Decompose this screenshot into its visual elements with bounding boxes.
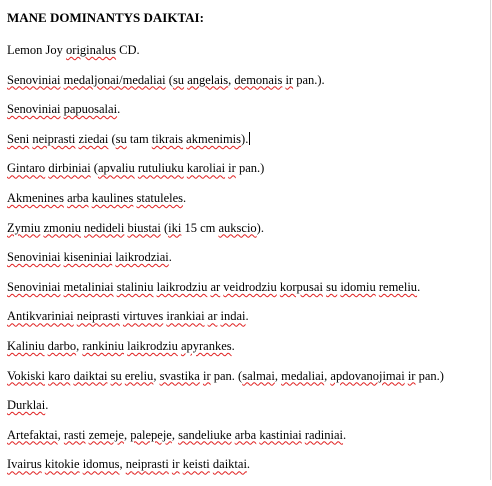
misspelled-word: radiniai — [304, 427, 344, 442]
misspelled-word: ziedai — [78, 131, 109, 146]
text-run: , — [324, 368, 331, 383]
misspelled-word: arba — [67, 190, 89, 205]
list-item[interactable] — [7, 279, 444, 309]
list-item[interactable] — [7, 427, 444, 457]
misspelled-word: rasti — [63, 427, 86, 442]
text-run: pan. ( — [210, 368, 243, 383]
text-run: Lemon Joy — [7, 43, 67, 57]
text-run: 15 cm — [181, 220, 219, 235]
misspelled-word: ereliu — [124, 368, 154, 383]
list-item[interactable] — [7, 397, 444, 427]
misspelled-word: zmoniu — [43, 220, 81, 235]
misspelled-word: zemeje — [88, 427, 124, 442]
list-item[interactable] — [7, 160, 444, 190]
misspelled-word: su — [110, 368, 122, 383]
text-run: , — [153, 368, 160, 383]
text-run: . — [183, 190, 187, 205]
misspelled-word: Senoviniai — [7, 102, 61, 117]
misspelled-word: nedideli — [84, 220, 125, 235]
misspelled-word: Antikvariniai — [7, 309, 74, 324]
misspelled-word: keisti — [182, 457, 210, 472]
misspelled-word: neiprasti — [76, 309, 120, 324]
misspelled-word: Vokiski — [7, 368, 45, 383]
text-run: ( — [165, 72, 173, 87]
misspelled-word: angelais — [187, 72, 229, 87]
text-run: , — [119, 457, 126, 472]
misspelled-word: demonais — [234, 72, 283, 87]
list-item[interactable] — [7, 338, 444, 368]
misspelled-word: dirbiniai — [48, 161, 91, 176]
misspelled-word: laikrodziu — [127, 338, 178, 353]
misspelled-word: metaliniai — [63, 279, 114, 294]
misspelled-word: staliniu — [116, 279, 154, 294]
misspelled-word: kitokie — [44, 457, 80, 472]
misspelled-word: ir — [285, 72, 294, 87]
misspelled-word: su — [326, 279, 338, 294]
list-item[interactable] — [7, 308, 444, 338]
text-run: . — [117, 102, 121, 117]
misspelled-word: neiprasti — [125, 457, 169, 472]
misspelled-word: aukscio — [218, 220, 257, 235]
text-run: . — [245, 309, 249, 324]
misspelled-word: ir — [171, 457, 180, 472]
misspelled-word: idomiu — [340, 279, 376, 294]
misspelled-word: Zymiu — [7, 220, 41, 235]
text-run: pan.) — [415, 368, 444, 383]
page-edge — [490, 0, 491, 480]
misspelled-word: originalus — [66, 43, 117, 57]
text-run: ( — [160, 220, 169, 235]
misspelled-word: kastiniai — [259, 427, 302, 442]
misspelled-word: rutuliuku — [137, 161, 184, 176]
misspelled-word: indai — [220, 309, 246, 324]
text-run: . — [45, 398, 49, 413]
list-item[interactable] — [7, 131, 444, 161]
misspelled-word: su — [172, 72, 185, 87]
misspelled-word: arba — [234, 427, 257, 442]
misspelled-word: veidrodziu — [223, 279, 277, 294]
misspelled-word: apyrankes — [180, 338, 232, 353]
misspelled-word: Akmenines — [7, 190, 64, 205]
misspelled-word: ir — [228, 161, 236, 176]
misspelled-word: medaljonai/medaliai — [63, 72, 166, 87]
text-run: tam — [126, 131, 152, 146]
text-run: , — [57, 427, 64, 442]
text-run: ( — [108, 131, 116, 146]
text-run: , — [274, 368, 282, 383]
misspelled-word: su — [115, 131, 127, 146]
misspelled-word: ir — [407, 368, 416, 383]
text-run: . — [168, 250, 172, 265]
text-run: pan.) — [235, 161, 265, 176]
misspelled-word: Seni — [7, 131, 30, 146]
misspelled-word: daiktai — [73, 368, 108, 383]
misspelled-word: Ivairus — [7, 457, 42, 472]
misspelled-word: svastika — [159, 368, 200, 383]
misspelled-word: laikrodziai — [115, 250, 169, 265]
text-run: pan.). — [293, 72, 325, 87]
list-item[interactable] — [7, 101, 444, 131]
misspelled-word: daiktai — [212, 457, 247, 472]
item-list — [7, 42, 444, 486]
misspelled-word: Senoviniai — [7, 72, 61, 87]
list-item[interactable] — [7, 42, 444, 72]
text-run: ( — [90, 161, 98, 176]
text-run: , — [171, 427, 179, 442]
misspelled-word: kaulines — [91, 190, 134, 205]
misspelled-word: iki — [168, 220, 182, 235]
misspelled-word: karoliai — [186, 161, 226, 176]
misspelled-word: ar — [207, 309, 218, 324]
misspelled-word: Senoviniai — [7, 279, 61, 294]
text-run: . — [231, 338, 235, 353]
misspelled-word: palepeje — [130, 427, 172, 442]
text-run: , — [76, 338, 83, 353]
misspelled-word: sandeliuke — [178, 427, 232, 442]
misspelled-word: karo — [48, 368, 71, 383]
misspelled-word: neiprasti — [32, 131, 76, 146]
misspelled-word: korpusai — [279, 279, 323, 294]
misspelled-word: apvaliu — [97, 161, 135, 176]
misspelled-word: virtuves — [122, 309, 164, 324]
text-run: . — [417, 279, 421, 294]
misspelled-word: tikrais — [151, 131, 184, 146]
misspelled-word: Senoviniai — [7, 250, 61, 265]
misspelled-word: ar — [210, 279, 221, 294]
misspelled-word: ir — [202, 368, 211, 383]
text-cursor — [249, 132, 250, 145]
document-heading: MANE DOMINANTYS DAIKTAI: — [7, 10, 204, 25]
misspelled-word: kiseniniai — [63, 250, 113, 265]
text-run: , — [228, 72, 235, 87]
misspelled-word: papuosalai — [63, 102, 118, 117]
misspelled-word: laikrodziu — [156, 279, 208, 294]
misspelled-word: darbo — [47, 338, 77, 353]
misspelled-word: salmai — [242, 368, 275, 383]
misspelled-word: biustai — [127, 220, 161, 235]
text-run: ). — [241, 131, 249, 146]
misspelled-word: Kaliniu — [7, 338, 45, 353]
text-run: CD. — [116, 43, 140, 57]
misspelled-word: Gintaro — [7, 161, 46, 176]
misspelled-word: irankiai — [166, 309, 205, 324]
misspelled-word: medaliai — [281, 368, 325, 383]
list-item[interactable] — [7, 190, 444, 220]
misspelled-word: Durklai — [7, 398, 46, 413]
misspelled-word: idomus — [82, 457, 120, 472]
misspelled-word: remeliu — [378, 279, 418, 294]
misspelled-word: Artefaktai — [7, 427, 58, 442]
list-item[interactable] — [7, 72, 444, 102]
list-item[interactable] — [7, 220, 444, 250]
misspelled-word: akmenimis — [186, 131, 242, 146]
text-run: . — [246, 457, 251, 472]
text-run: ). — [256, 220, 264, 235]
misspelled-word: statuleles — [136, 190, 184, 205]
list-item[interactable] — [7, 249, 444, 279]
misspelled-word: apdovanojimai — [330, 368, 405, 383]
text-run: . — [343, 427, 347, 442]
list-item[interactable] — [7, 456, 444, 486]
text-run: , — [123, 427, 131, 442]
list-item[interactable] — [7, 368, 444, 398]
misspelled-word: rankiniu — [82, 338, 125, 353]
